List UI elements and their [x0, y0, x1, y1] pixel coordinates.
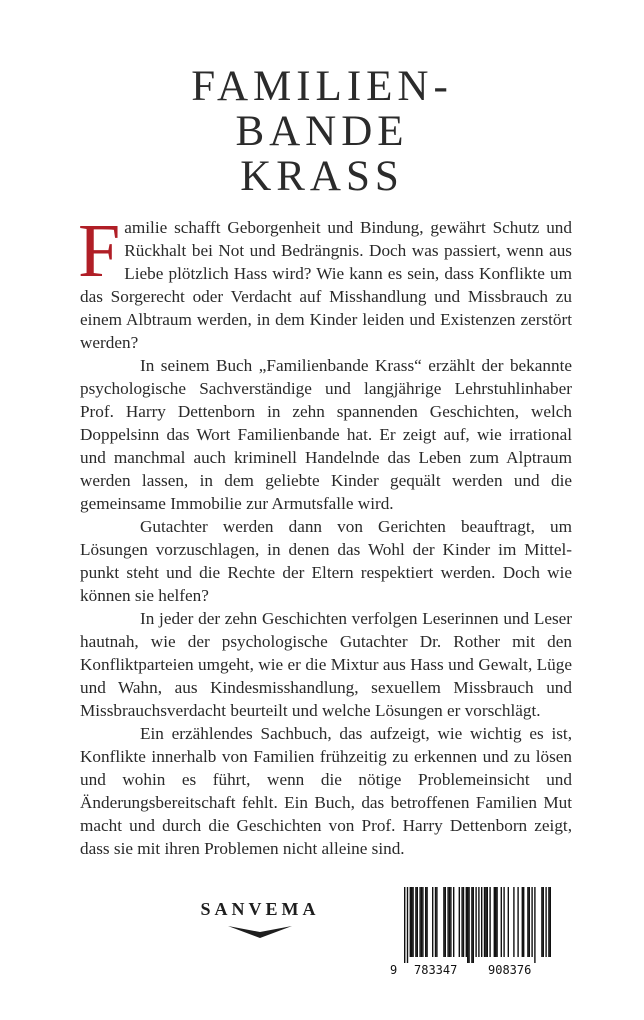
- isbn-barcode: [388, 885, 556, 975]
- title-line-1: FAMILIEN-: [191, 63, 453, 110]
- barcode-bar: [443, 887, 444, 957]
- barcode-bar: [415, 887, 416, 957]
- barcode-bar: [529, 887, 530, 957]
- barcode-bar: [461, 887, 462, 957]
- barcode-bar: [485, 887, 486, 957]
- barcode-bar: [548, 887, 549, 957]
- barcode-bar: [475, 887, 476, 957]
- barcode-bar: [503, 887, 504, 957]
- barcode-bar: [419, 887, 420, 957]
- barcode-bar: [426, 887, 427, 957]
- barcode-bar: [466, 887, 467, 957]
- barcode-bar: [468, 887, 469, 963]
- barcode-bar: [445, 887, 446, 957]
- barcode-bar: [501, 887, 502, 957]
- drop-cap: F: [78, 209, 121, 293]
- barcode-digits: [388, 963, 556, 977]
- title-line-3: KRASS: [240, 153, 404, 200]
- barcode-bar: [545, 887, 546, 957]
- barcode-bar: [425, 887, 426, 957]
- barcode-bar: [531, 887, 532, 957]
- barcode-bar: [487, 887, 488, 957]
- barcode-digit-first: 9: [390, 963, 398, 977]
- barcode-bar: [513, 887, 514, 957]
- barcode-bar: [421, 887, 422, 957]
- barcode-bar: [523, 887, 524, 957]
- chevron-down-icon: [228, 924, 292, 940]
- blurb-paragraph-3: Gutachter werden dann von Gerichten beauftragt, um Lösungen vorzuschlagen, in denen das Wohl der Kinder im Mittelpunkt steht und die Rechte der Eltern respektiert werden. Doch wie können sie helfen?: [80, 517, 572, 605]
- barcode-bar: [450, 887, 451, 957]
- barcode-bar: [484, 887, 485, 957]
- barcode-bar: [550, 887, 551, 957]
- title-line-2: BANDE: [235, 108, 409, 155]
- barcode-bar: [436, 887, 437, 957]
- barcode-bar: [404, 887, 405, 963]
- barcode-bar: [473, 887, 474, 963]
- barcode-bar: [411, 887, 412, 957]
- barcode-bar: [471, 887, 472, 963]
- blurb-paragraph-5: Ein erzählendes Sachbuch, das aufzeigt, wie wichtig es ist, Konflikte innerhalb von Familien frühzeitig zu erkennen und zu lösen und wohin es führt, wenn die nötige Problemeinsicht und Änderungsbereitschaft fehlt. Ein Buch, das betroffenen Familien Mut macht und durch die Geschichten von Prof. Harry Dettenborn zeigt, dass sie mit ihren Problemen nicht alleine sind.: [80, 724, 572, 858]
- blurb-paragraph-1: [78, 209, 572, 354]
- barcode-bar: [407, 887, 408, 963]
- blurb-paragraph-2: In seinem Buch „Familienbande Krass“ erzählt der bekannte psychologische Sachverständige und langjährige Lehrstuhlinhaber Prof. Harry Dettenborn in zehn spannenden Geschichten, welch Doppelsinn das Wort Familienbande hat. Er zeigt auf, wie irrational und manchmal auch kriminell Handelnde das Leben zum Alptraum werden lassen, in dem geliebte Kinder gequält werden und die gemeinsame Immobilie zur Armutsfalle wird.: [80, 356, 572, 513]
- barcode-bar: [478, 887, 479, 957]
- barcode-bar: [432, 887, 433, 957]
- barcode-bar: [534, 887, 535, 963]
- barcode-group-right: 908376: [488, 963, 532, 977]
- barcode-bar: [494, 887, 495, 957]
- barcode-bar: [459, 887, 460, 957]
- blurb-text: [78, 209, 572, 860]
- barcode-group-left: 783347: [414, 963, 458, 977]
- blurb-paragraph-1-text: amilie schafft Geborgenheit und Bindung, gewährt Schutz und Rückhalt bei Not und Bedrängnis. Doch was passiert, wenn aus Liebe plötzlich Hass wird? Wie kann es sein, dass Konflikte um das Sorgerecht oder Verdacht auf Misshandlung und Missbrauch zu einem Albtraum werden, in dem Kinder leiden und Existenzen zerstört werden?: [80, 218, 572, 352]
- book-title: [0, 64, 644, 199]
- publisher-logo: [180, 899, 340, 940]
- barcode-bar: [467, 887, 468, 963]
- barcode-bar: [412, 887, 413, 957]
- barcode-bar: [495, 887, 496, 957]
- barcode-bar: [417, 887, 418, 957]
- barcode-bar: [435, 887, 436, 957]
- publisher-name: SANVEMA: [200, 899, 320, 919]
- blurb-paragraph-4: In jeder der zehn Geschichten verfolgen Leserinnen und Leser hautnah, wie der psychologische Gutachter Dr. Rother mit den Konfliktparteien umgeht, wie er die Mixtur aus Hass und Gewalt, Lüge und Wahn, aus Kindesmisshandlung, sexuellem Missbrauch und Missbrauchsverdacht beurteilt und welche Lösungen er vorschlägt.: [80, 609, 572, 720]
- barcode-bar: [447, 887, 448, 957]
- barcode-bar: [453, 887, 454, 957]
- barcode-bar: [449, 887, 450, 957]
- barcode-bar: [522, 887, 523, 957]
- barcode-bar: [517, 887, 518, 957]
- barcode-bar: [543, 887, 544, 957]
- barcode-bar: [489, 887, 490, 957]
- barcode-bar: [527, 887, 528, 957]
- barcode-bar: [508, 887, 509, 957]
- barcode-bar: [463, 887, 464, 957]
- barcode-bar: [410, 887, 411, 957]
- barcode-bar: [422, 887, 423, 957]
- barcode-bars: [388, 885, 556, 963]
- barcode-bar: [496, 887, 497, 957]
- barcode-bar: [481, 887, 482, 957]
- barcode-bar: [541, 887, 542, 957]
